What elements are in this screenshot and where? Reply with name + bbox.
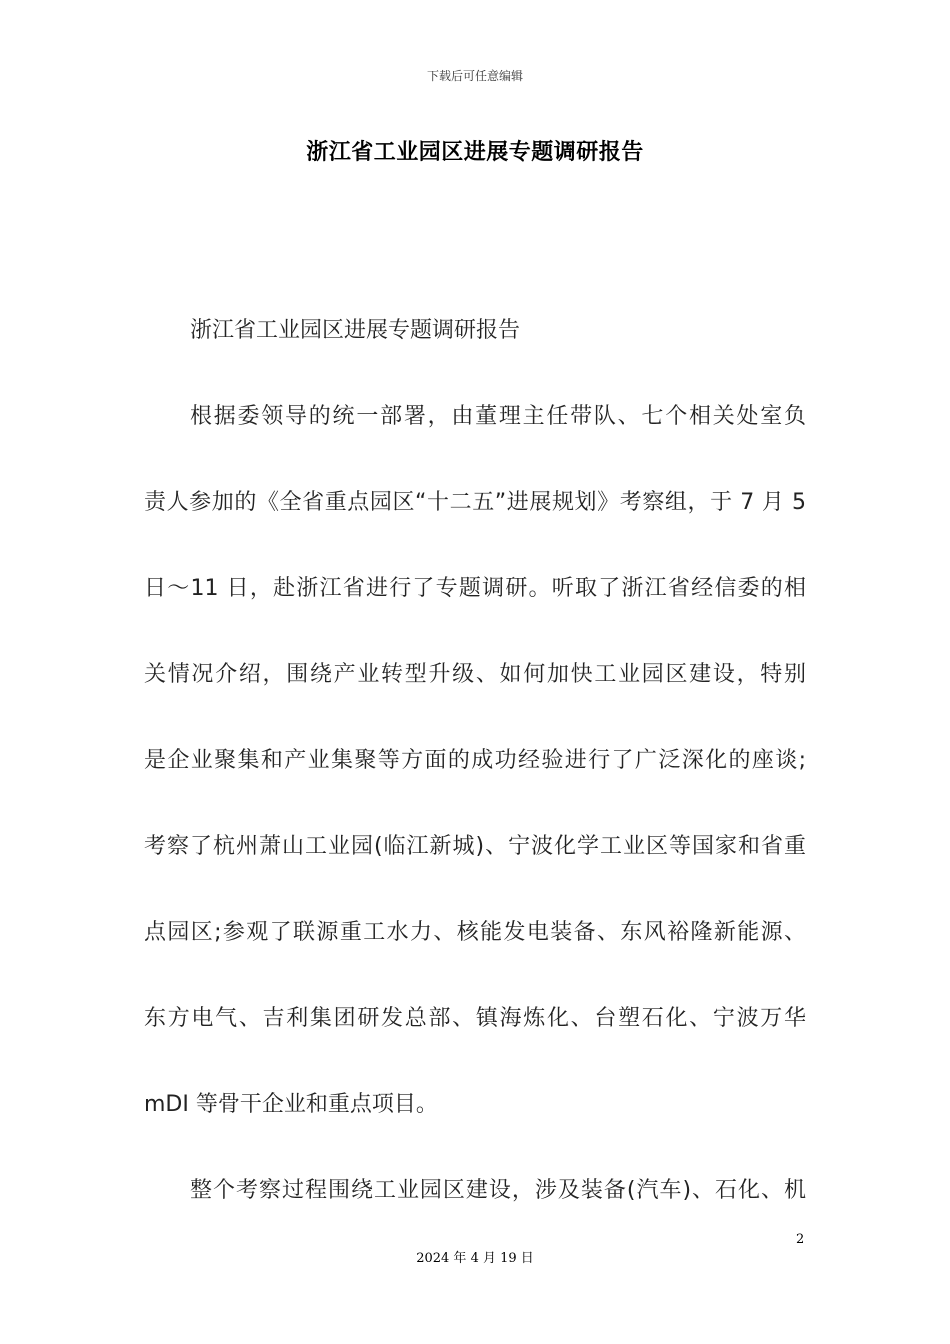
body-line: mDI 等骨干企业和重点项目。 — [144, 1092, 438, 1117]
body-line: 日～11 日，赴浙江省进行了专题调研。听取了浙江省经信委的相 — [144, 576, 806, 601]
body-line: 根据委领导的统一部署，由董理主任带队、七个相关处室负 — [190, 404, 806, 429]
body-line: 考察了杭州萧山工业园(临江新城)、宁波化学工业区等国家和省重 — [144, 834, 806, 859]
document-title: 浙江省工业园区进展专题调研报告 — [306, 140, 644, 165]
body-line: 是企业聚集和产业集聚等方面的成功经验进行了广泛深化的座谈; — [144, 748, 806, 773]
header-note: 下载后可任意编辑 — [426, 69, 523, 83]
page-number: 2 — [796, 1232, 805, 1247]
body-line: 责人参加的《全省重点园区“十二五”进展规划》考察组，于 7 月 5 — [144, 490, 806, 515]
footer-date: 2024 年 4 月 19 日 — [416, 1251, 534, 1266]
body-line: 东方电气、吉利集团研发总部、镇海炼化、台塑石化、宁波万华 — [144, 1006, 806, 1031]
body-line: 点园区;参观了联源重工水力、核能发电装备、东风裕隆新能源、 — [144, 920, 806, 945]
body-line: 关情况介绍，围绕产业转型升级、如何加快工业园区建设，特别 — [144, 662, 806, 687]
document-body — [144, 288, 806, 1234]
body-line: 整个考察过程围绕工业园区建设，涉及装备(汽车)、石化、机 — [190, 1178, 806, 1203]
body-line: 浙江省工业园区进展专题调研报告 — [190, 318, 521, 343]
